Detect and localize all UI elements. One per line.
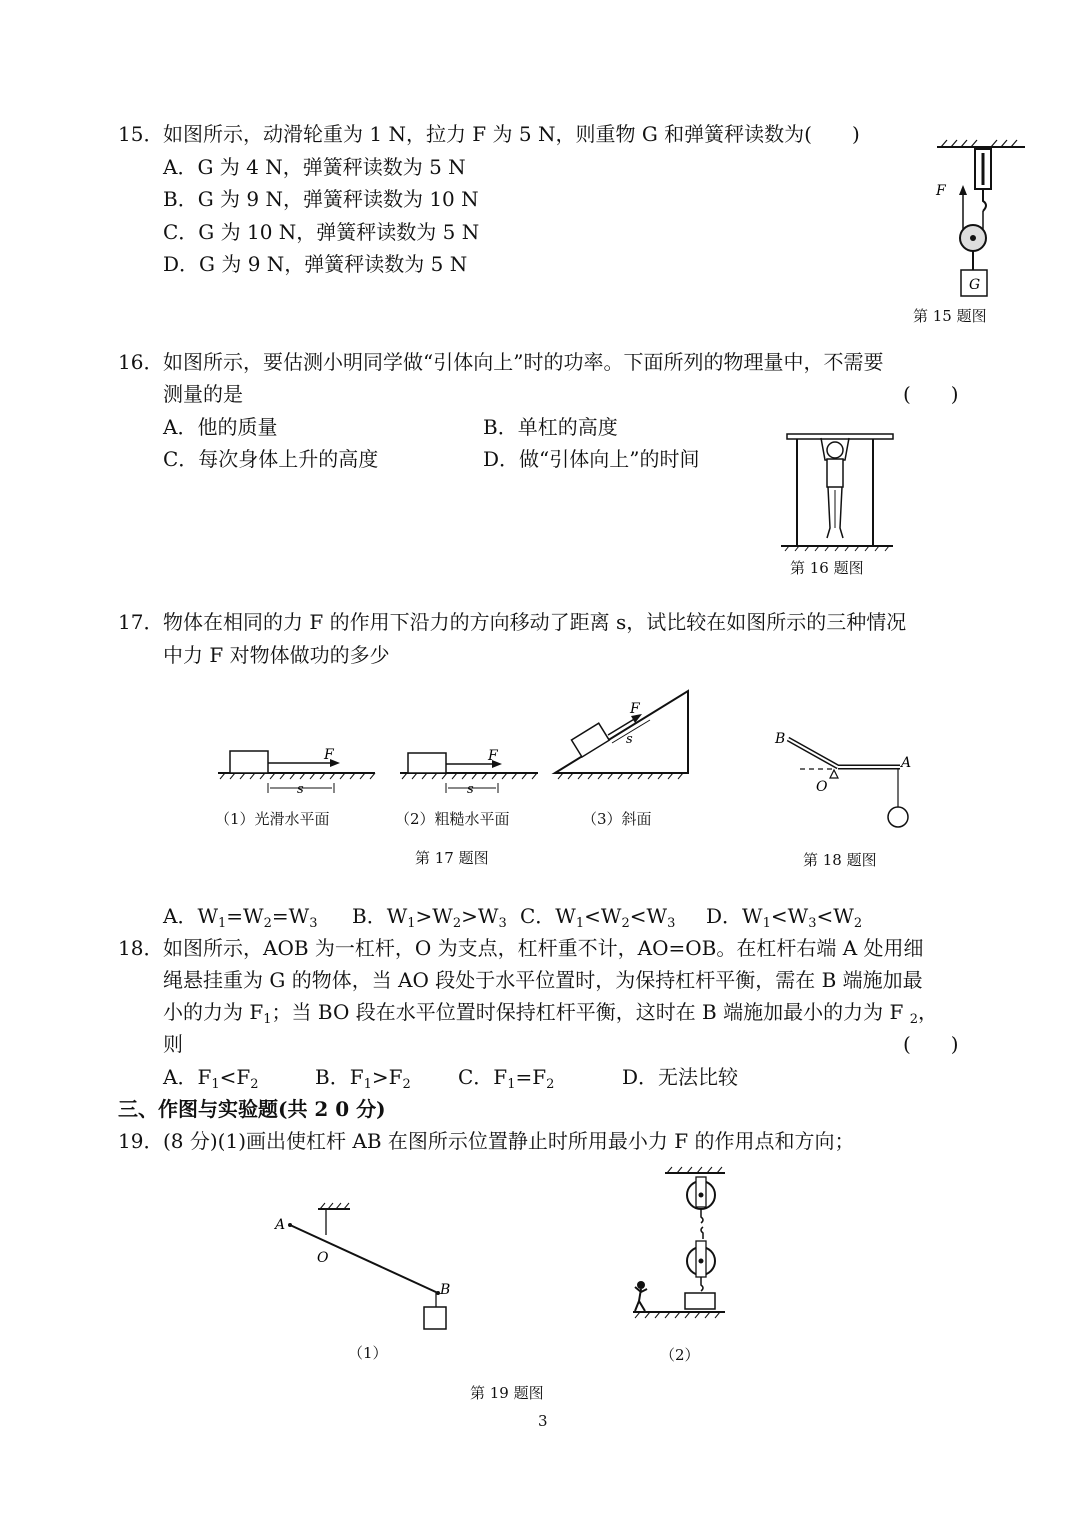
q18-line2: 绳悬挂重为 G 的物体，当 AO 段处于水平位置时，为保持杠杆平衡，需在 B 端施加最 [163,968,923,992]
q18-lever-figure [770,725,920,835]
q15-option-b: B．G 为 9 N，弹簧秤读数为 10 N [163,187,479,211]
q17-subcaption-3: （3）斜面 [582,810,652,828]
q17-option-b: B．$W_1>W_2>W_3$ [352,904,507,931]
q19-number: 19． [118,1129,164,1153]
q16-option-b: B．单杠的高度 [483,415,618,439]
q18-line3: 小的力为 $F_1$；当 BO 段在水平位置时保持杠杆平衡，这时在 B 端施加最小的力为 F $_2$， [163,1000,938,1027]
q18-figure-caption: 第 18 题图 [803,851,877,869]
section-3-title: 三、作图与实验题(共 2 0 分) [118,1097,386,1121]
q15-number: 15． [118,122,164,146]
q17-work-figure [210,685,710,800]
q18-option-a: A．$F_1<F_2$ [163,1065,259,1092]
q16-number: 16． [118,350,164,374]
q19-subcaption-2: （2） [660,1346,700,1364]
q17-option-c: C．$W_1<W_2<W_3$ [520,904,676,931]
q19-pulley-figure [625,1165,735,1340]
q18-line4: 则 [163,1032,183,1056]
q17-s-label-1: s [297,782,304,797]
q18-line1: 如图所示，AOB 为一杠杆，O 为支点，杠杆重不计，AO=OB。在杠杆右端 A 处用细 [163,936,924,960]
q17-subcaption-2: （2）粗糙水平面 [395,810,510,828]
q19-label-a: A [275,1217,286,1233]
q16-stem-line2: 测量的是 [163,382,243,406]
q15-option-d: D．G 为 9 N，弹簧秤读数为 5 N [163,252,468,276]
q16-answer-bracket: ( ) [903,382,959,406]
q17-number: 17． [118,610,164,634]
q15-figure-caption: 第 15 题图 [913,307,987,325]
q17-f-label-2: F [488,748,498,764]
q16-figure-caption: 第 16 题图 [790,559,864,577]
q17-option-a: A．$W_1=W_2=W_3$ [163,904,318,931]
q19-stem: (8 分)(1)画出使杠杆 AB 在图所示位置静止时所用最小力 F 的作用点和方向； [163,1129,855,1153]
q18-answer-bracket: ( ) [903,1032,959,1056]
q15-stem: 如图所示，动滑轮重为 1 N，拉力 F 为 5 N，则重物 G 和弹簧秤读数为( ) [163,122,860,146]
q15-weight-label: G [969,277,981,293]
q17-f-label-1: F [324,747,334,763]
q17-s-label-2: s [467,782,474,797]
q19-label-o: O [317,1250,329,1266]
q17-figure-caption: 第 17 题图 [415,849,489,867]
page-number: 3 [538,1412,548,1430]
q19-lever-figure [270,1195,460,1340]
q15-option-c: C．G 为 10 N，弹簧秤读数为 5 N [163,220,480,244]
q16-option-a: A．他的质量 [163,415,278,439]
q17-option-d: D．$W_1<W_3<W_2$ [706,904,863,931]
q18-label-b: B [775,731,786,747]
q19-label-b: B [440,1282,451,1298]
q17-s-label-3: s [626,732,633,747]
q16-pullup-figure [775,428,905,553]
q16-option-c: C．每次身体上升的高度 [163,447,379,471]
q18-label-a: A [901,755,912,771]
q18-option-b: B．$F_1>F_2$ [315,1065,411,1092]
q19-subcaption-1: （1） [348,1344,388,1362]
q17-f-label-3: F [630,701,640,717]
q17-stem-line2: 中力 F 对物体做功的多少 [163,643,390,667]
q18-number: 18． [118,936,164,960]
q18-option-c: C．$F_1=F_2$ [458,1065,555,1092]
q18-label-o: O [816,779,828,795]
q17-stem-line1: 物体在相同的力 F 的作用下沿力的方向移动了距离 s，试比较在如图所示的三种情况 [163,610,907,634]
q16-stem-line1: 如图所示，要估测小明同学做“引体向上”时的功率。下面所列的物理量中，不需要 [163,350,884,374]
q15-pulley-figure [925,135,1035,305]
q15-option-a: A．G 为 4 N，弹簧秤读数为 5 N [163,155,466,179]
q18-option-d: D．无法比较 [622,1065,739,1089]
q16-option-d: D．做“引体向上”的时间 [483,447,700,471]
q17-subcaption-1: （1）光滑水平面 [215,810,330,828]
q19-figure-caption: 第 19 题图 [470,1384,544,1402]
q15-force-label: F [936,183,946,199]
